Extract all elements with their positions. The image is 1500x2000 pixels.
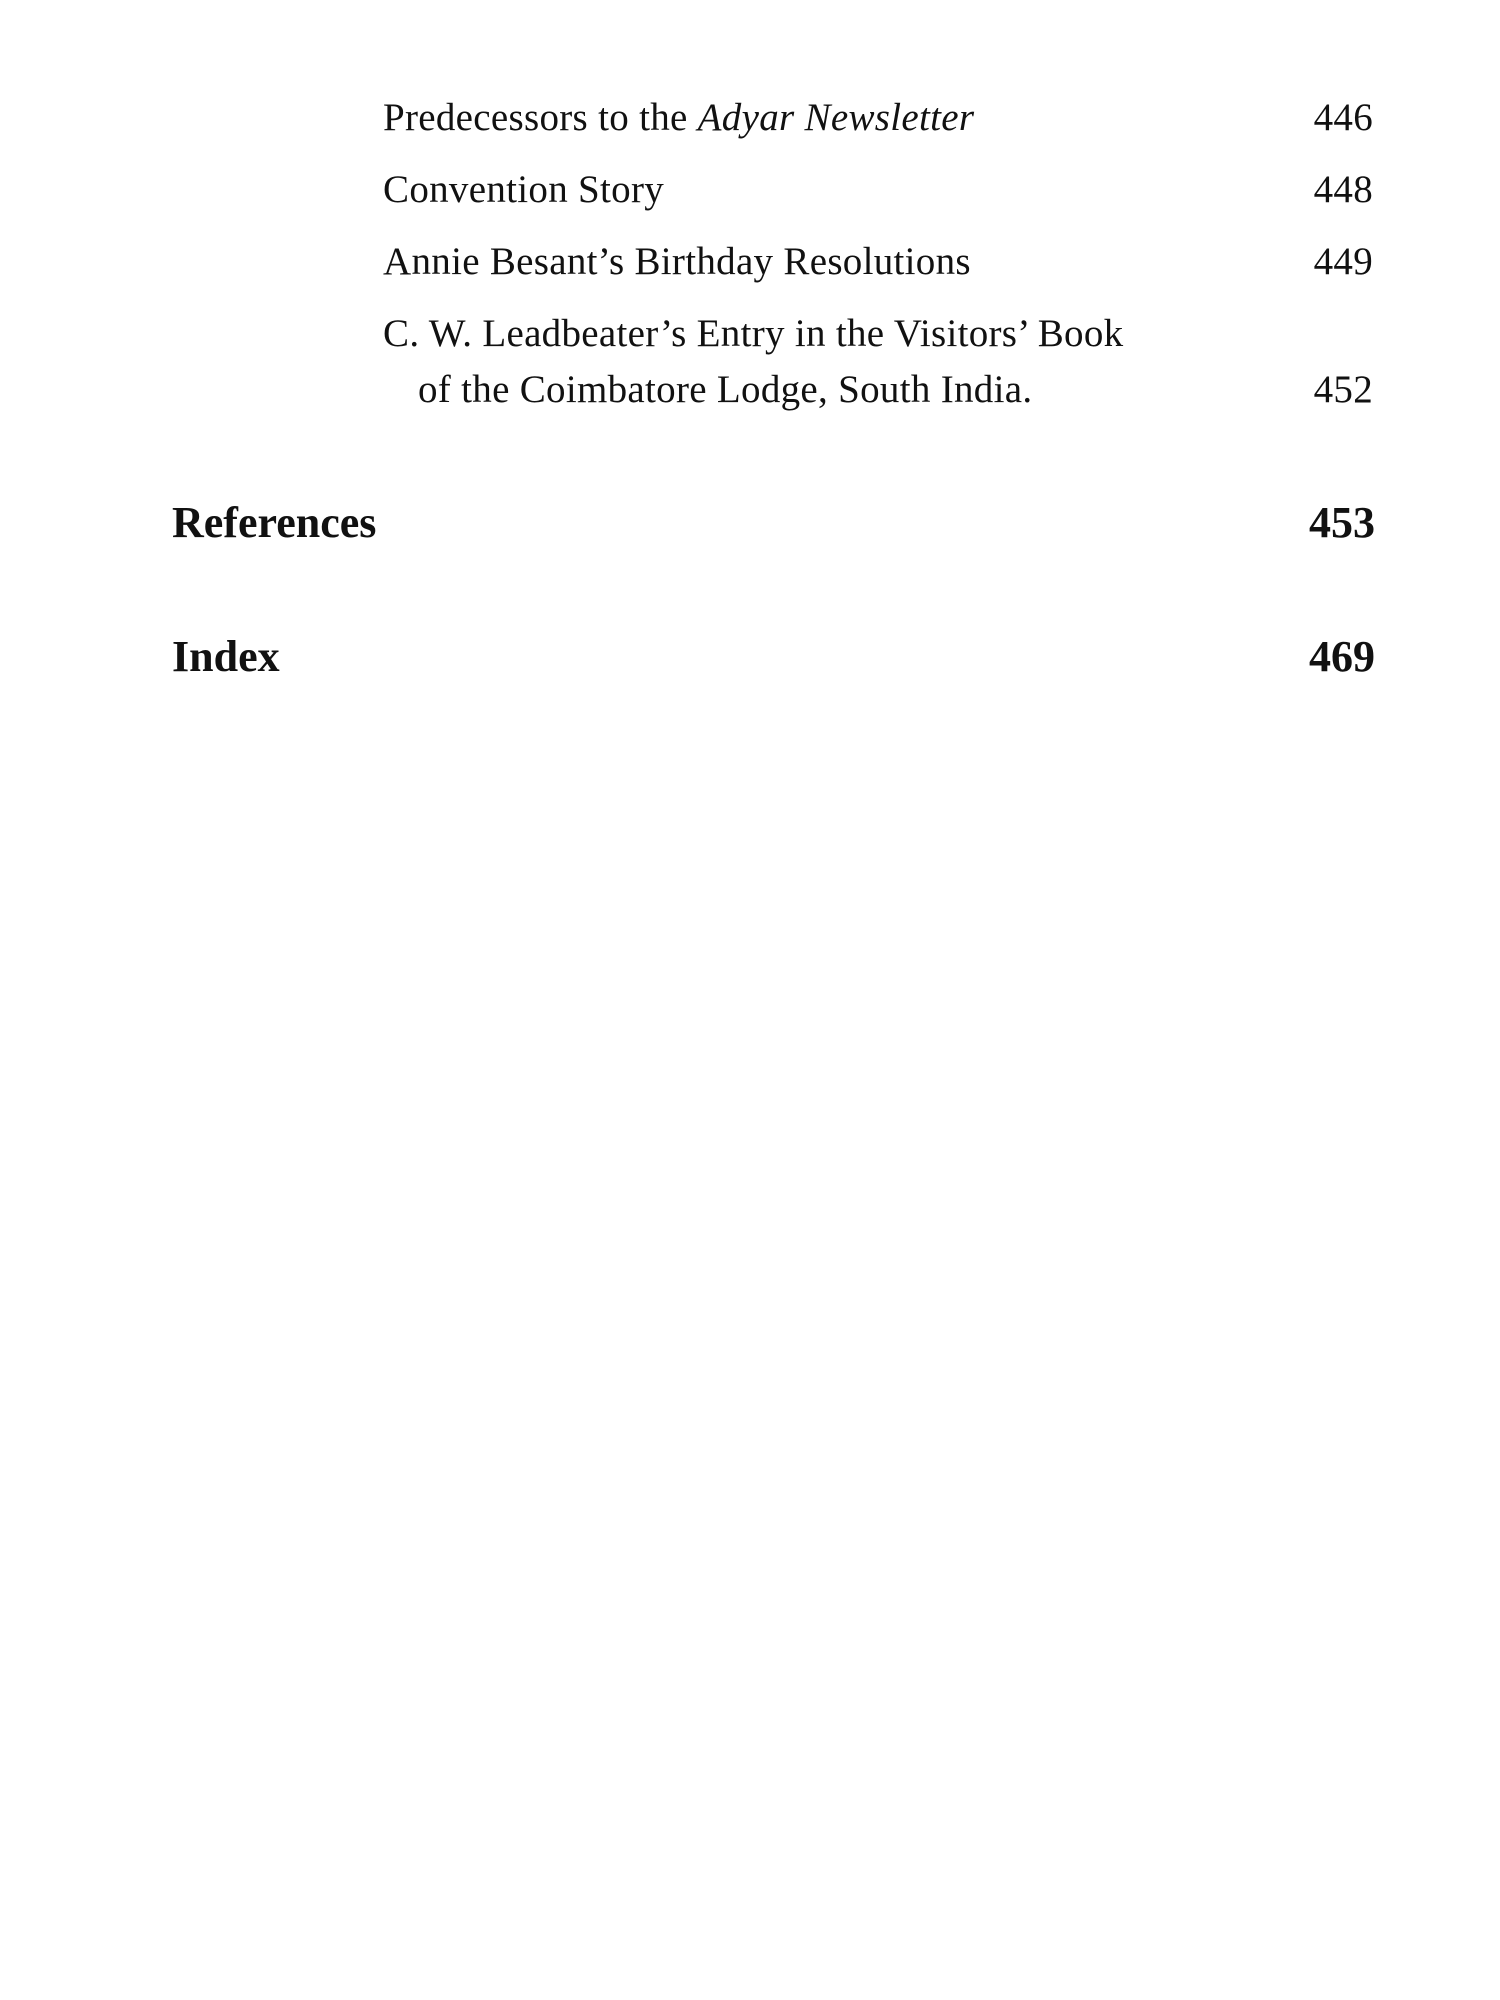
- toc-entry-page: 452: [1313, 368, 1373, 411]
- toc-entry-page: 448: [1313, 168, 1373, 211]
- toc-entry-convention-story[interactable]: [383, 162, 1373, 218]
- toc-entry-index[interactable]: [172, 627, 1375, 687]
- toc-entry-title: Index: [172, 632, 280, 681]
- toc-entry-page: 453: [1309, 498, 1375, 547]
- toc-entry-title: Annie Besant’s Birthday Resolutions: [383, 240, 971, 283]
- toc-entry-title: Convention Story: [383, 168, 665, 211]
- toc-entry-leadbeater-entry[interactable]: [383, 306, 1373, 418]
- toc-entry-page: 449: [1313, 240, 1373, 283]
- toc-entry-title: References: [172, 498, 377, 547]
- toc-entry-birthday-resolutions[interactable]: [383, 234, 1373, 290]
- toc-entry-predecessors[interactable]: [383, 90, 1373, 146]
- toc-entry-title-line2: of the Coimbatore Lodge, South India.: [418, 368, 1033, 411]
- toc-entry-page: 469: [1309, 632, 1375, 681]
- toc-entry-references[interactable]: [172, 493, 1375, 553]
- toc-entry-title: Predecessors to the Adyar Newsletter: [383, 96, 975, 139]
- toc-entry-page: 446: [1313, 96, 1373, 139]
- toc-entry-title-line1: C. W. Leadbeater’s Entry in the Visitors’ Book: [383, 312, 1124, 355]
